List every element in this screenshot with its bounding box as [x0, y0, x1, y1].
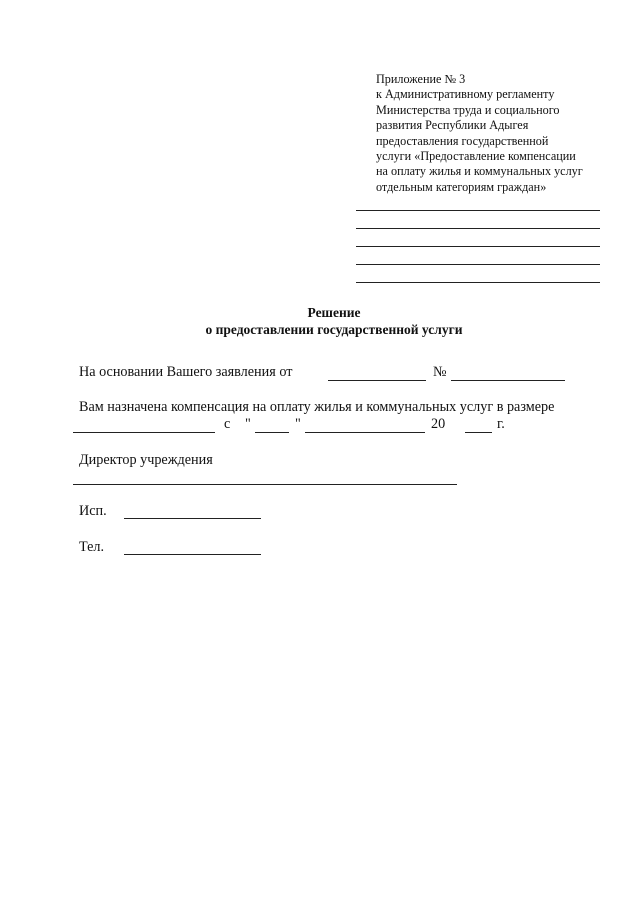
- number-sign: №: [433, 364, 447, 380]
- executor-label: Исп.: [79, 503, 107, 519]
- year-field[interactable]: [465, 432, 492, 433]
- phone-label: Тел.: [79, 539, 105, 555]
- recipient-line[interactable]: [356, 282, 600, 283]
- appendix-line: развития Республики Адыгея: [376, 118, 529, 133]
- quote-open: ": [245, 416, 251, 432]
- appendix-line: Министерства труда и социального: [376, 102, 560, 117]
- appendix-line: предоставления государственной: [376, 133, 549, 148]
- appendix-line: услуги «Предоставление компенсации: [376, 149, 576, 164]
- recipient-line[interactable]: [356, 228, 600, 229]
- compensation-amount-field[interactable]: [73, 432, 215, 433]
- appendix-line: Приложение № 3: [376, 72, 466, 86]
- since-label: с: [224, 416, 231, 432]
- application-date-field[interactable]: [328, 380, 426, 381]
- recipient-line[interactable]: [356, 210, 600, 211]
- recipient-line[interactable]: [356, 246, 600, 247]
- application-number-field[interactable]: [451, 380, 565, 381]
- year-prefix: 20: [431, 416, 446, 432]
- appendix-line: отдельным категориям граждан»: [376, 179, 547, 194]
- document-subtitle: о предоставлении государственной услуги: [205, 322, 463, 337]
- compensation-text: Вам назначена компенсация на оплату жилья и коммунальных услуг в размере: [79, 399, 555, 415]
- application-text: На основании Вашего заявления от: [79, 364, 293, 380]
- quote-close: ": [295, 416, 301, 432]
- director-signature-field[interactable]: [73, 484, 457, 485]
- document-title: Решение: [307, 305, 361, 320]
- year-suffix: г.: [497, 416, 505, 432]
- recipient-address-lines: [356, 210, 600, 300]
- phone-field[interactable]: [124, 554, 261, 555]
- recipient-line[interactable]: [356, 264, 600, 265]
- executor-field[interactable]: [124, 518, 261, 519]
- director-label: Директор учреждения: [79, 452, 213, 468]
- day-field[interactable]: [255, 432, 289, 433]
- appendix-line: на оплату жилья и коммунальных услуг: [376, 164, 583, 179]
- appendix-line: к Административному регламенту: [376, 87, 555, 102]
- appendix-header: [376, 72, 616, 195]
- month-field[interactable]: [305, 432, 425, 433]
